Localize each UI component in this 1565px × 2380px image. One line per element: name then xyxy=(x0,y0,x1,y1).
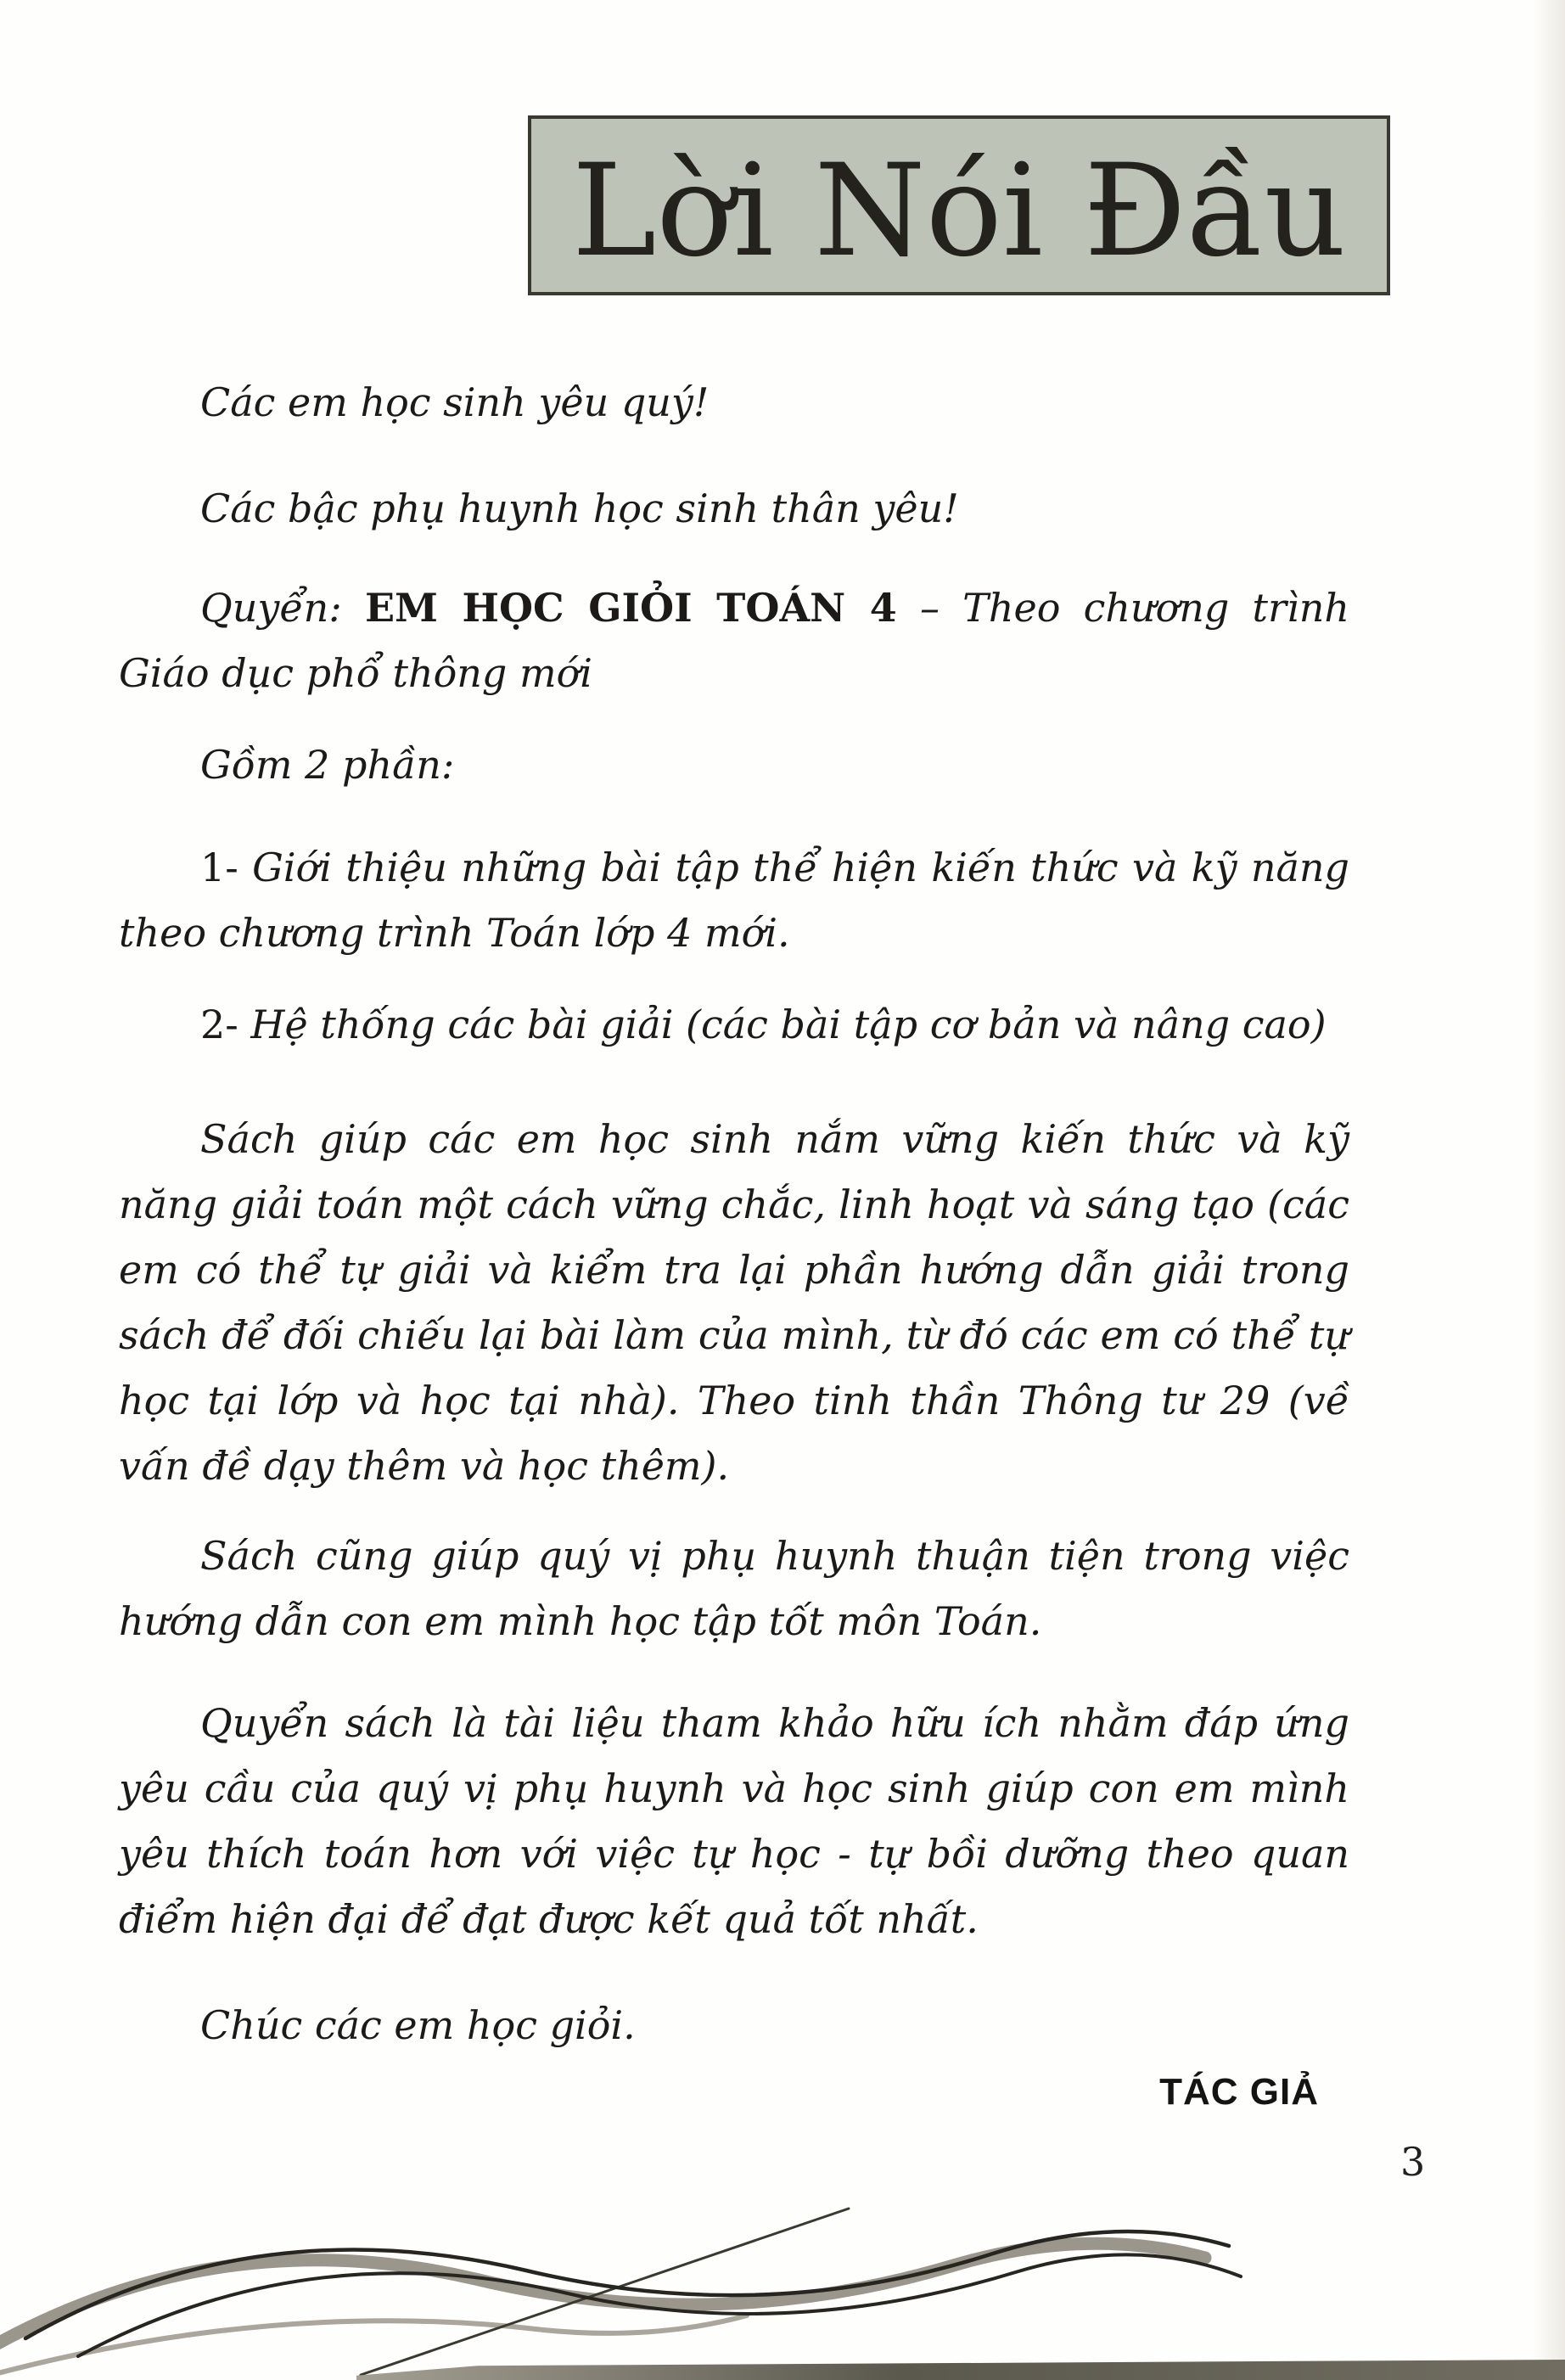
author-signature: TÁC GIẢ xyxy=(1159,2071,1319,2113)
paragraph-wish: Chúc các em học giỏi. xyxy=(200,2002,636,2048)
paragraph-book-benefits-parents: Sách cũng giúp quý vị phụ huynh thuận tiện trong việc hướng dẫn con em mình học tập tốt môn Toán. xyxy=(119,1533,1349,1644)
list-item-2 xyxy=(119,992,1349,1058)
list-item-1-marker: 1- xyxy=(200,845,238,890)
paragraph-greeting-parents: Các bậc phụ huynh học sinh thân yêu! xyxy=(200,486,959,531)
paragraph-parts-heading: Gồm 2 phần: xyxy=(200,742,455,788)
book-intro-rest: – Theo chương trình Giáo dục phổ thông mới xyxy=(119,585,1349,696)
decorative-waves xyxy=(0,2173,1273,2380)
book-title: EM HỌC GIỎI TOÁN 4 xyxy=(364,585,897,631)
list-item-1 xyxy=(119,835,1349,966)
book-intro-lead: Quyển: xyxy=(200,585,365,631)
list-item-1-text: Giới thiệu những bài tập thể hiện kiến thức và kỹ năng theo chương trình Toán lớp 4 mới. xyxy=(119,845,1349,956)
preface-body xyxy=(119,370,1349,2118)
list-item-2-marker: 2- xyxy=(200,1002,238,1047)
preface-banner xyxy=(528,115,1390,295)
paragraph-reference-value: Quyển sách là tài liệu tham khảo hữu ích nhằm đáp ứng yêu cầu của quý vị phụ huynh và học sinh giúp con em mình yêu thích toán hơn với việc tự học - tự bồi dưỡng theo quan điểm hiện đại để đạt được kết quả tốt nhất. xyxy=(119,1700,1349,1942)
scan-edge-right xyxy=(1533,0,1565,2380)
paragraph-greeting-students: Các em học sinh yêu quý! xyxy=(200,379,710,425)
page-number: 3 xyxy=(1400,2139,1426,2185)
paragraph-book-intro xyxy=(119,575,1349,706)
page-title: Lời Nói Đầu xyxy=(571,138,1347,285)
paragraph-book-benefits-students: Sách giúp các em học sinh nắm vững kiến thức và kỹ năng giải toán một cách vững chắc, linh hoạt và sáng tạo (các em có thể tự giải và kiểm tra lại phần hướng dẫn giải trong sách để đối chiếu lại bài làm của mình, từ đó các em có thể tự học tại lớp và học tại nhà). Theo tinh thần Thông tư 29 (về vấn đề dạy thêm và học thêm). xyxy=(119,1116,1349,1489)
wave-crossing-line xyxy=(361,2209,849,2375)
list-item-2-text: Hệ thống các bài giải (các bài tập cơ bản và nâng cao) xyxy=(238,1002,1327,1047)
